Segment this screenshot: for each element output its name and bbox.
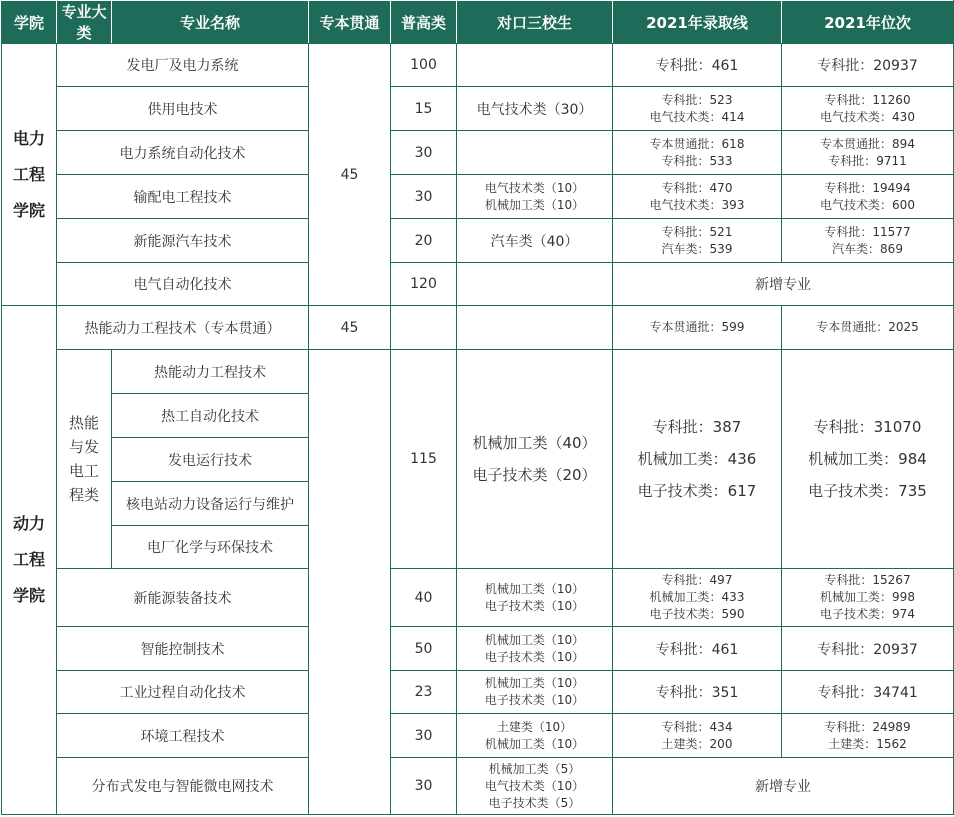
rank-cell: 专本贯通批：2025 xyxy=(782,306,954,350)
rank-cell: 专科批：15267 机械加工类：998 电子技术类：974 xyxy=(782,569,954,627)
major-name: 工业过程自动化技术 xyxy=(57,671,309,714)
pugao-cell: 15 xyxy=(391,87,457,131)
col-header-rank-2021: 2021年位次 xyxy=(782,1,954,44)
col-header-major: 专业名称 xyxy=(112,1,309,44)
col-header-line-2021: 2021年录取线 xyxy=(613,1,782,44)
table-row xyxy=(2,350,954,394)
major-name: 电厂化学与环保技术 xyxy=(112,526,309,569)
rank-cell: 专科批：19494 电气技术类：600 xyxy=(782,175,954,219)
duikou-cell: 机械加工类（40） 电子技术类（20） xyxy=(457,350,613,569)
duikou-cell: 电气技术类（30） xyxy=(457,87,613,131)
pugao-cell xyxy=(391,306,457,350)
table-row xyxy=(2,758,954,815)
major-name: 环境工程技术 xyxy=(57,714,309,758)
line-cell: 专科批：523 电气技术类：414 xyxy=(613,87,782,131)
pugao-cell: 30 xyxy=(391,175,457,219)
line-cell: 专科批：470 电气技术类：393 xyxy=(613,175,782,219)
line-cell: 专科批：461 xyxy=(613,627,782,671)
rank-cell: 专科批：11577 汽车类：869 xyxy=(782,219,954,263)
table-row xyxy=(2,569,954,627)
admission-table xyxy=(1,0,954,815)
zhuanben-cell xyxy=(309,350,391,815)
major-name: 供用电技术 xyxy=(57,87,309,131)
major-name: 热能动力工程技术（专本贯通） xyxy=(57,306,309,350)
duikou-cell xyxy=(457,131,613,175)
col-header-college: 学院 xyxy=(2,1,57,44)
college-name-electric: 电力 工程 学院 xyxy=(2,44,57,306)
major-name: 热工自动化技术 xyxy=(112,394,309,438)
pugao-cell: 30 xyxy=(391,131,457,175)
col-header-category: 专业大类 xyxy=(57,1,112,44)
major-name: 电力系统自动化技术 xyxy=(57,131,309,175)
header-row xyxy=(2,1,954,44)
duikou-cell: 机械加工类（10） 电子技术类（10） xyxy=(457,671,613,714)
table-row xyxy=(2,87,954,131)
pugao-cell: 40 xyxy=(391,569,457,627)
major-name: 新能源装备技术 xyxy=(57,569,309,627)
line-cell: 专科批：351 xyxy=(613,671,782,714)
table-row xyxy=(2,714,954,758)
pugao-cell: 30 xyxy=(391,758,457,815)
zhuanben-cell: 45 xyxy=(309,44,391,306)
duikou-cell: 汽车类（40） xyxy=(457,219,613,263)
line-cell: 专本贯通批：599 xyxy=(613,306,782,350)
table-row xyxy=(2,263,954,306)
major-name: 热能动力工程技术 xyxy=(112,350,309,394)
table-row xyxy=(2,219,954,263)
major-name: 新能源汽车技术 xyxy=(57,219,309,263)
col-header-zhuanben: 专本贯通 xyxy=(309,1,391,44)
college-name-power: 动力 工程 学院 xyxy=(2,306,57,815)
pugao-cell: 100 xyxy=(391,44,457,87)
table-row xyxy=(2,306,954,350)
col-header-pugao: 普高类 xyxy=(391,1,457,44)
pugao-cell: 120 xyxy=(391,263,457,306)
duikou-cell xyxy=(457,306,613,350)
table-row xyxy=(2,671,954,714)
new-major-cell: 新增专业 xyxy=(613,263,954,306)
table-row xyxy=(2,175,954,219)
table-row xyxy=(2,44,954,87)
major-name: 发电厂及电力系统 xyxy=(57,44,309,87)
major-name: 发电运行技术 xyxy=(112,438,309,482)
pugao-cell: 30 xyxy=(391,714,457,758)
duikou-cell: 土建类（10） 机械加工类（10） xyxy=(457,714,613,758)
line-cell: 专科批：434 土建类：200 xyxy=(613,714,782,758)
rank-cell: 专科批：11260 电气技术类：430 xyxy=(782,87,954,131)
pugao-cell: 23 xyxy=(391,671,457,714)
duikou-cell: 机械加工类（10） 电子技术类（10） xyxy=(457,627,613,671)
duikou-cell: 机械加工类（5） 电气技术类（10） 电子技术类（5） xyxy=(457,758,613,815)
rank-cell: 专科批：34741 xyxy=(782,671,954,714)
line-cell: 专科批：521 汽车类：539 xyxy=(613,219,782,263)
new-major-cell: 新增专业 xyxy=(613,758,954,815)
line-cell: 专科批：387 机械加工类：436 电子技术类：617 xyxy=(613,350,782,569)
rank-cell: 专科批：31070 机械加工类：984 电子技术类：735 xyxy=(782,350,954,569)
col-header-duikou: 对口三校生 xyxy=(457,1,613,44)
duikou-cell xyxy=(457,44,613,87)
major-name: 电气自动化技术 xyxy=(57,263,309,306)
rank-cell: 专科批：20937 xyxy=(782,627,954,671)
line-cell: 专科批：497 机械加工类：433 电子技术类：590 xyxy=(613,569,782,627)
pugao-cell: 20 xyxy=(391,219,457,263)
table-row xyxy=(2,131,954,175)
duikou-cell: 机械加工类（10） 电子技术类（10） xyxy=(457,569,613,627)
pugao-cell: 115 xyxy=(391,350,457,569)
major-name: 输配电工程技术 xyxy=(57,175,309,219)
rank-cell: 专科批：24989 土建类：1562 xyxy=(782,714,954,758)
duikou-cell: 电气技术类（10） 机械加工类（10） xyxy=(457,175,613,219)
major-name: 智能控制技术 xyxy=(57,627,309,671)
major-name: 核电站动力设备运行与维护 xyxy=(112,482,309,526)
major-name: 分布式发电与智能微电网技术 xyxy=(57,758,309,815)
line-cell: 专本贯通批：618 专科批：533 xyxy=(613,131,782,175)
zhuanben-cell: 45 xyxy=(309,306,391,350)
rank-cell: 专本贯通批：894 专科批：9711 xyxy=(782,131,954,175)
category-cell: 热能 与发 电工 程类 xyxy=(57,350,112,569)
rank-cell: 专科批：20937 xyxy=(782,44,954,87)
table-row xyxy=(2,627,954,671)
pugao-cell: 50 xyxy=(391,627,457,671)
line-cell: 专科批：461 xyxy=(613,44,782,87)
duikou-cell xyxy=(457,263,613,306)
